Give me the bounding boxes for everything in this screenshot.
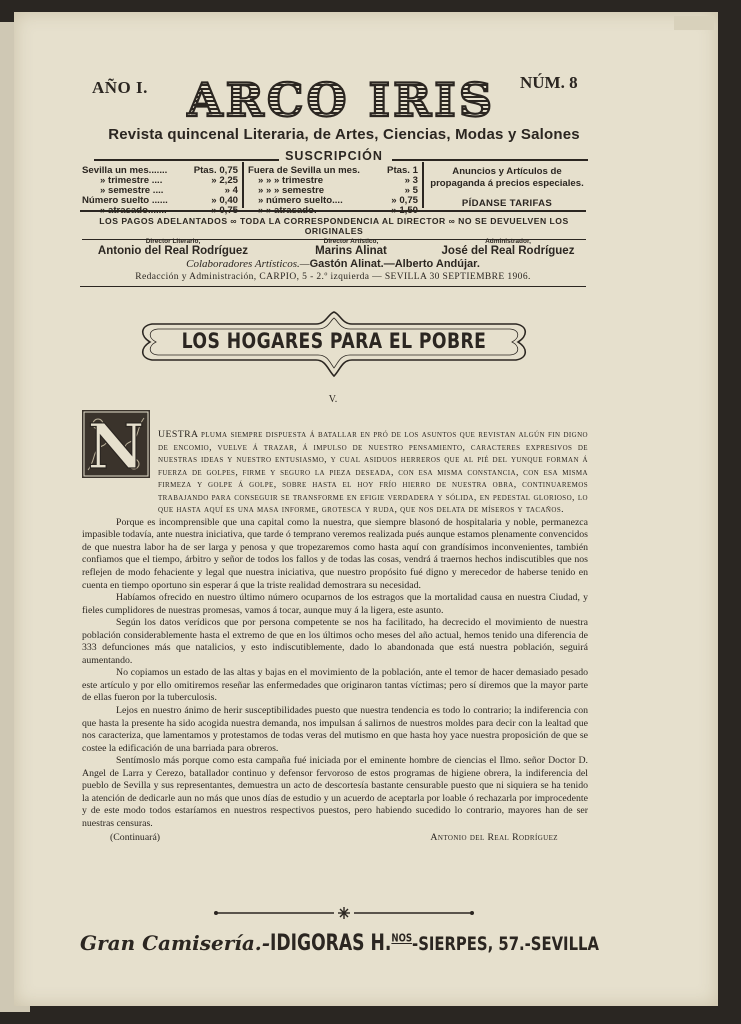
article-paragraph: UESTRA pluma siempre dispuesta á batallar en pró de los asuntos que revistan algún fin digno de encomio, vuelve á trazar, á impulso de nuestro pensamiento, caracteres expresivos de nuestras ideas y nuestro entusiasmo, y cual asiduos herreros que al pié del yunque forman á fuerza de golpes, firme y seguro la pieza deseada, con esa misma constancia, con esa misma firmeza y golpe á golpe, sobre hasta el hoy frío hierro de nuestra obra, continuaremos trabajando para conseguir se transforme en efigie verdadera y sólida, en pedestal glorioso, lo que hasta aquí es una masa informe, grotesca y ruda, que nos delata de míseros y tacaños. xyxy=(158,429,588,516)
masthead-logo xyxy=(186,72,496,126)
masthead-subtitle: Revista quincenal Literaria, de Artes, Ciencias, Modas y Salones xyxy=(108,126,580,143)
ad-address: -SIERPES, 57.-SEVILLA xyxy=(412,933,599,955)
ad-brand-line xyxy=(270,931,599,956)
subscription-title: SUSCRIPCIÓN xyxy=(279,149,389,163)
price-row: » número suelto.... » 0,75 xyxy=(258,195,418,206)
article-paragraph: Habíamos ofrecido en nuestro último número ocuparnos de los estragos que la mortalidad causa en nuestra Ciudad, y fieles cumplidores de nuestras promesas, vamos á tocar, aunque muy á la ligera, este asunto. xyxy=(82,592,588,616)
fuera-prices xyxy=(248,166,418,216)
svg-text:N: N xyxy=(87,410,145,478)
staff-artistic: Director Artístico, Marins Alinat xyxy=(315,238,387,257)
shop-advertisement xyxy=(80,930,600,956)
address-line: Redacción y Administración, CARPIO, 5 - 2.º izquierda — SEVILLA 30 SEPTIEMBRE 1906. xyxy=(80,272,586,287)
price-row: » atrasado....... » 0,75 xyxy=(100,205,238,216)
logo-text: ARCO IRIS xyxy=(186,73,496,126)
article-body xyxy=(82,429,588,844)
ads-cta: PÍDANSE TARIFAS xyxy=(461,198,553,209)
ads-box xyxy=(428,166,586,210)
price-row: » trimestre .... » 2,25 xyxy=(100,175,238,186)
article-paragraph: Lejos en nuestro ánimo de herir susceptibilidades puesto que nuestra tendencia es todo lo contrario; la indiferencia con que hasta la presente ha sido acogida nuestra demanda, nos impulsan á salirnos de nuestros moldes para decir con la lealtad que nos caracteriza, que lamentamos y protestamos de todas veras del mutismo en que hasta hoy yace nuestra proposición de que se costee la edificación de una barriada para obreros. xyxy=(82,705,588,754)
ad-superscript: NOS xyxy=(391,931,413,945)
article-paragraph: Sentímoslo más porque como esta campaña fué iniciada por el eminente hombre de ciencias el Ilmo. señor Doctor D. Angel de Larra y Cerezo, batallador continuo y defensor fervoroso de estos programas de higiene obrera, la indiferencia del pueblo de Sevilla y sus representantes, demuestra un acto de descortesía bastante censurable puesto que ni siquiera se ha tenido la atención de dedicarle aun no más que unos días de estudio y un acuerdo de aceptarla por loable ó rechazarla por improcedente y de este modo todos estaríamos en nuestros respectivos puestos, pero habiendo sucedido lo contrario, mayores han de ser nuestras censuras. xyxy=(82,755,588,829)
article-author: Antonio del Real Rodríguez xyxy=(430,831,558,843)
collaborators xyxy=(80,258,586,270)
column-divider xyxy=(242,162,244,208)
article-title: LOS HOGARES PARA EL POBRE xyxy=(181,329,487,353)
issue-year: AÑO I. xyxy=(92,78,148,97)
article-paragraph: No copiamos un estado de las altas y bajas en el movimiento de la población, ante el temor de hacer demasiado pesado este artículo y por ello omitiremos reseñar las enfermedades que originaron tantas víctimas; pero sí diremos que la mayor parte de ellas fueron por la tuberculosis. xyxy=(82,667,588,704)
continued-note: (Continuará) xyxy=(110,831,161,843)
page-tab xyxy=(674,16,714,30)
price-row: Sevilla un mes....... Ptas. 0,75 xyxy=(82,165,238,176)
ads-text: Anuncios y Artículos de propaganda á precios especiales. xyxy=(430,166,584,189)
price-row: » semestre .... » 4 xyxy=(100,185,238,196)
article-footer xyxy=(82,832,588,845)
column-divider xyxy=(422,162,424,208)
staff-admin: Administrador, José del Real Rodríguez xyxy=(441,238,575,257)
article-paragraph: Porque es incomprensible que una capital como la nuestra, que siempre blasonó de hospitalaria y noble, permanezca impasible todavía, ante nuestra iniciativa, que tarde ó temprano veremos realizada pués aunque estamos plenamente convencidos de que nuestra labor ha de ser larga y penosa y que tropezaremos como hasta aquí con grandísimos inconvenientes, también confiamos que el tiempo, árbitro y señor de todos los fallos y de todas las cosas, vendrá á traernos hechos indiscutibles que nos reflejen de modo fehaciente y legal que nuestra iniciativa, que nuestro propósito fué digno y merecedor de haberse tenido en cuenta en tiempo oportuno sin esperar á que la triste realidad demostrara su necesidad. xyxy=(82,516,588,591)
ornament-divider xyxy=(212,906,476,920)
article-paragraph: Según los datos verídicos que por persona competente se nos ha facilitado, ha decrecido el movimiento de nuestra población considerablemente hasta el extremo de que en los últimos ocho meses del año actual, hemos tenido una diferencia de 333 defunciones más que natalicios, y esto indiscutiblemente, dado lo abandonada que está nuestra población, seguirá aumentando. xyxy=(82,617,588,666)
price-row: » » » trimestre » 3 xyxy=(258,175,418,186)
collaborators-names: Gastón Alinat.—Alberto Andújar. xyxy=(309,258,480,270)
ad-script-text: Gran Camisería.- xyxy=(80,931,271,955)
price-row: » » » semestre » 5 xyxy=(258,185,418,196)
collaborators-label: Colaboradores Artísticos.— xyxy=(186,258,310,270)
price-row: Fuera de Sevilla un mes. Ptas. 1 xyxy=(248,165,418,176)
issue-number: NÚM. 8 xyxy=(520,73,578,92)
ad-brand: IDIGORAS H. xyxy=(270,931,392,956)
payment-notice: LOS PAGOS ADELANTADOS ∞ TODA LA CORRESPONDENCIA AL DIRECTOR ∞ NO SE DEVUELVEN LOS ORIGINALES xyxy=(82,216,586,240)
price-row: Número suelto ...... » 0,40 xyxy=(82,195,238,206)
price-table xyxy=(80,160,586,216)
sevilla-prices xyxy=(82,166,238,216)
staff-literary: Director Literario, Antonio del Real Rodríguez xyxy=(97,238,249,257)
article-part: V. xyxy=(328,394,338,405)
price-row: » » atrasado. » 1,50 xyxy=(258,205,418,216)
